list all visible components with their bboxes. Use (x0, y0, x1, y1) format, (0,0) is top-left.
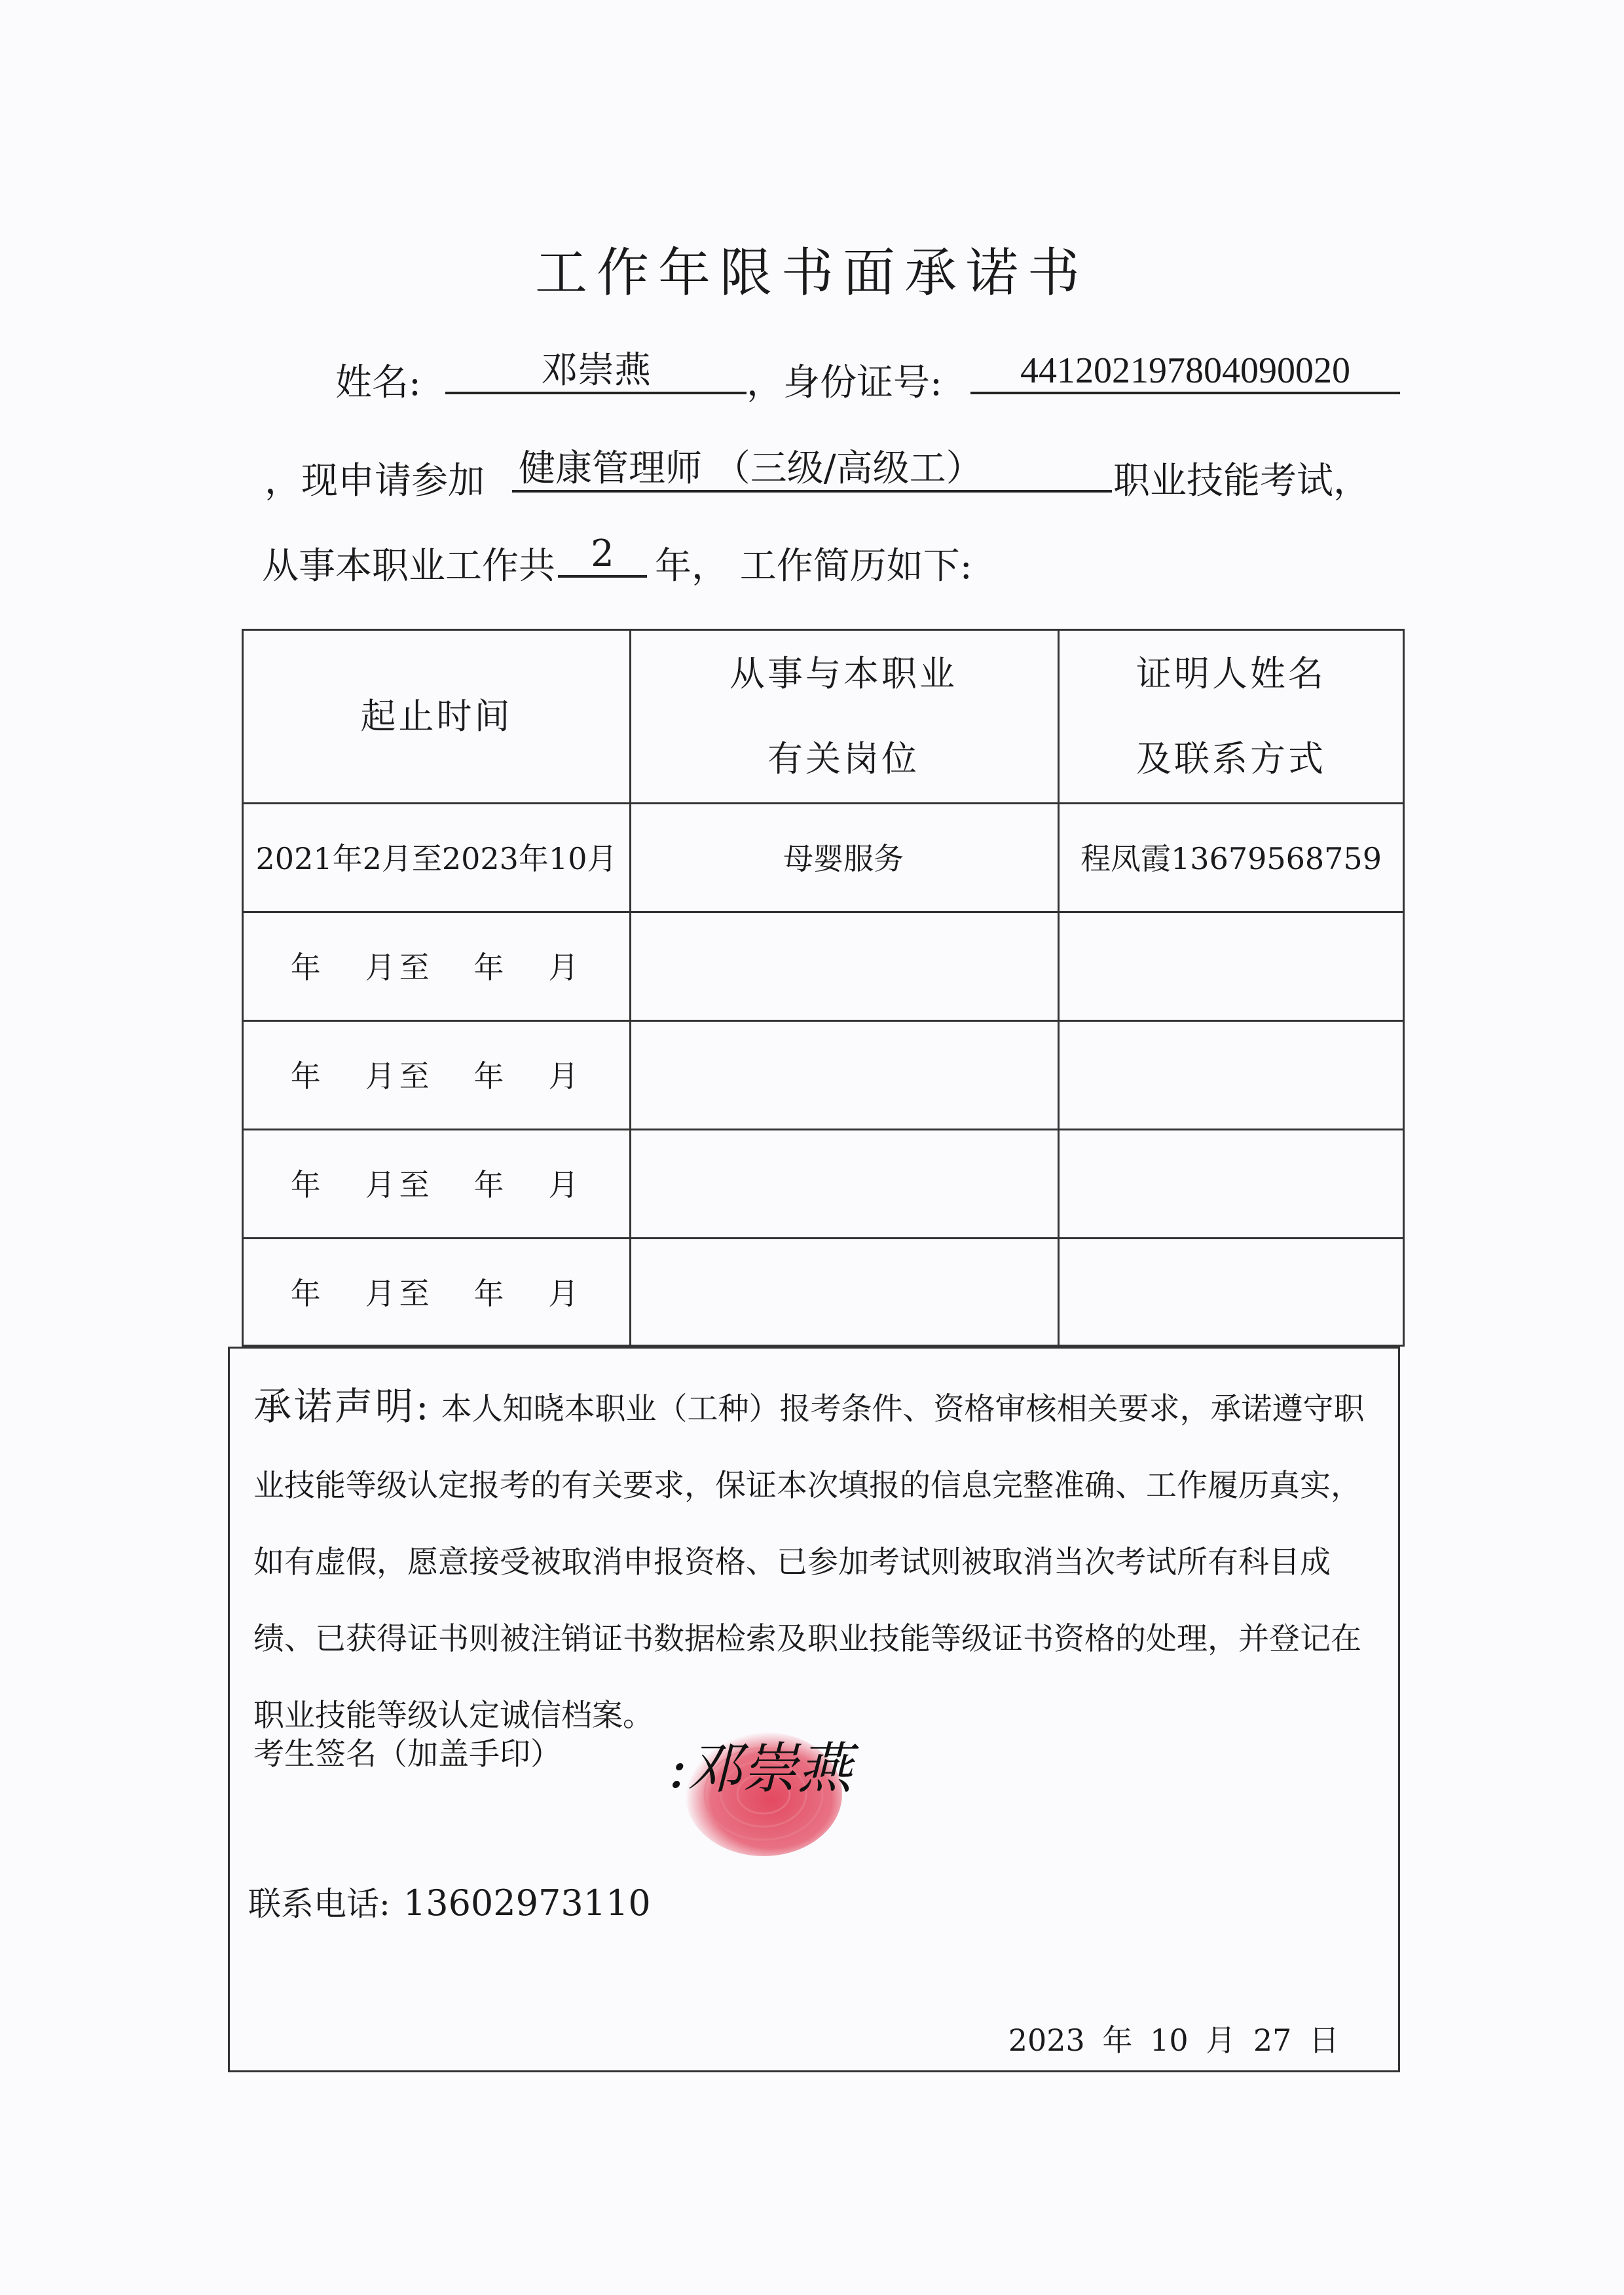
declaration-text (253, 1368, 1380, 1754)
row5-period: 年 月至 年 月 (290, 1276, 583, 1311)
declaration-body: 本人知晓本职业（工种）报考条件、资格审核相关要求，承诺遵守职业技能等级认定报考的有关要求，保证本次填报的信息完整准确、工作履历真实，如有虚假，愿意接受被取消申报资格、已参加考试则被取消当次考试所有科目成绩、已获得证书则被注销证书数据检索及职业技能等级证书资格的处理，并登记在职业技能等级认定诚信档案。 (253, 1391, 1365, 1734)
id-label: ，身份证号: (747, 362, 942, 404)
header-witness-line1: 证明人姓名 (1136, 653, 1326, 694)
apply-suffix: 职业技能考试， (1113, 460, 1370, 502)
header-position-line1: 从事与本职业 (729, 653, 957, 694)
declaration-box (228, 1347, 1400, 2072)
work-history-table (242, 629, 1405, 1347)
signing-date: 2023 年 10 月 27 日 (1008, 2023, 1339, 2058)
signature-handwriting: :邓崇燕 (669, 1736, 853, 1801)
row1-period: 2021年2月至2023年10月 (255, 841, 618, 876)
header-witness-line2: 及联系方式 (1136, 738, 1326, 779)
phone-label: 联系电话: (248, 1885, 390, 1923)
id-number-field: 441202197804090020 (970, 350, 1400, 394)
years-field: 2 (558, 533, 647, 578)
phone-number: 13602973110 (403, 1882, 651, 1924)
phone-line (248, 1878, 651, 1925)
row1-position: 母婴服务 (783, 841, 904, 876)
row4-period: 年 月至 年 月 (290, 1167, 583, 1203)
row2-period: 年 月至 年 月 (290, 950, 583, 985)
header-witness (1058, 631, 1405, 802)
years-prefix: 从事本职业工作共 (262, 545, 555, 588)
occupation-field: 健康管理师 （三级/高级工） (512, 448, 1112, 493)
document-title: 工作年限书面承诺书 (535, 242, 1089, 303)
header-position (629, 631, 1058, 802)
header-position-line2: 有关岗位 (767, 738, 919, 779)
declaration-lead: 承诺声明: (253, 1384, 432, 1428)
header-period: 起止时间 (360, 696, 513, 737)
signature-label: 考生签名（加盖手印） (253, 1736, 561, 1772)
name-label: 姓名: (335, 362, 421, 404)
name-field: 邓崇燕 (445, 350, 747, 394)
signature-fingerprint (642, 1702, 865, 1859)
row3-period: 年 月至 年 月 (290, 1058, 583, 1094)
years-suffix: 年， 工作简历如下: (655, 545, 972, 588)
apply-prefix: ，现申请参加 (265, 460, 485, 502)
row1-witness: 程凤霞13679568759 (1080, 841, 1382, 876)
